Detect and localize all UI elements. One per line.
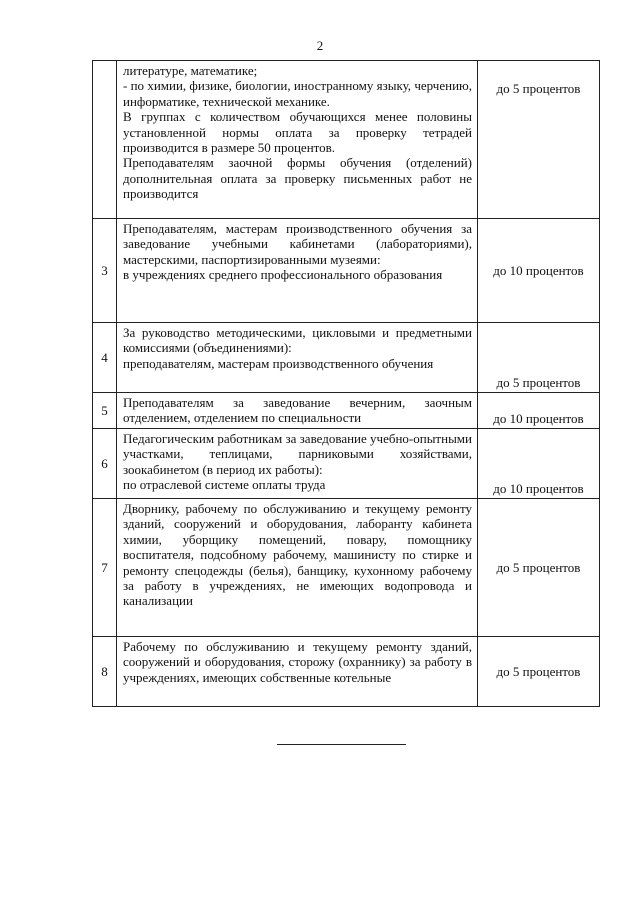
allowance-value: до 5 процентов: [478, 499, 600, 637]
allowance-value: до 10 процентов: [478, 219, 600, 323]
table-row: [93, 61, 600, 219]
table-row: [93, 429, 600, 499]
row-number: 7: [93, 499, 117, 637]
description-paragraph: преподавателям, мастерам производственного обучения: [123, 355, 434, 371]
description-paragraph: - по химии, физике, биологии, иностранному языку, черчению, информатике, технической механике.: [123, 78, 472, 109]
allowance-table: [92, 60, 600, 707]
page-number: 2: [316, 38, 324, 53]
description-paragraph: Дворнику, рабочему по обслуживанию и текущему ремонту зданий, сооружений и оборудования, лаборанту кабинета химии, уборщику помещений, повару, помощнику воспитателя, подсобному рабочему, машинисту по стирке и ремонту спецодежды (белья), банщику, кухонному рабочему за работу в учреждениях, не имеющих водопровода и канализации: [123, 501, 472, 609]
description-paragraph: литературе, математике;: [123, 63, 258, 78]
description-paragraph: по отраслевой системе оплаты труда: [123, 477, 326, 493]
row-number: 5: [93, 393, 117, 429]
allowance-value: до 5 процентов: [478, 61, 600, 219]
allowance-value: до 5 процентов: [478, 323, 600, 393]
table-row: [93, 637, 600, 707]
description-paragraph: в учреждениях среднего профессионального образования: [123, 267, 443, 283]
table-row: [93, 323, 600, 393]
row-number: [93, 61, 117, 219]
description-paragraph: В группах с количеством обучающихся менее половины установленной нормы оплата за проверку тетрадей производится в размере 50 процентов.: [123, 109, 472, 156]
table-row: [93, 393, 600, 429]
description-paragraph: За руководство методическими, цикловыми и предметными комиссиями (объединениями):: [123, 325, 472, 356]
row-description: [117, 429, 478, 499]
row-description: [117, 393, 478, 429]
row-description: [117, 637, 478, 707]
row-description: [117, 61, 478, 219]
allowance-value: до 10 процентов: [478, 393, 600, 429]
description-paragraph: Преподавателям, мастерам производственного обучения за заведование учебными кабинетами (лабораториями), мастерскими, паспортизированными музеями:: [123, 221, 472, 267]
description-paragraph: Педагогическим работникам за заведование учебно-опытными участками, теплицами, парниковыми хозяйствами, зоокабинетом (в период их работы):: [123, 431, 472, 477]
table-row: [93, 499, 600, 637]
closing-line: [277, 744, 406, 745]
row-number: 8: [93, 637, 117, 707]
row-description: [117, 499, 478, 637]
table-row: [93, 219, 600, 323]
row-number: 3: [93, 219, 117, 323]
allowance-value: до 10 процентов: [478, 429, 600, 499]
row-description: [117, 219, 478, 323]
row-number: 6: [93, 429, 117, 499]
row-number: 4: [93, 323, 117, 393]
description-paragraph: Преподавателям заочной формы обучения (отделений) дополнительная оплата за проверку письменных работ не производится: [123, 155, 472, 202]
description-paragraph: Рабочему по обслуживанию и текущему ремонту зданий, сооружений и оборудования, сторожу (охраннику) за работу в учреждениях, имеющих собственные котельные: [123, 639, 472, 685]
row-description: [117, 323, 478, 393]
description-paragraph: Преподавателям за заведование вечерним, заочным отделением, отделением по специальности: [123, 395, 472, 426]
allowance-value: до 5 процентов: [478, 637, 600, 707]
